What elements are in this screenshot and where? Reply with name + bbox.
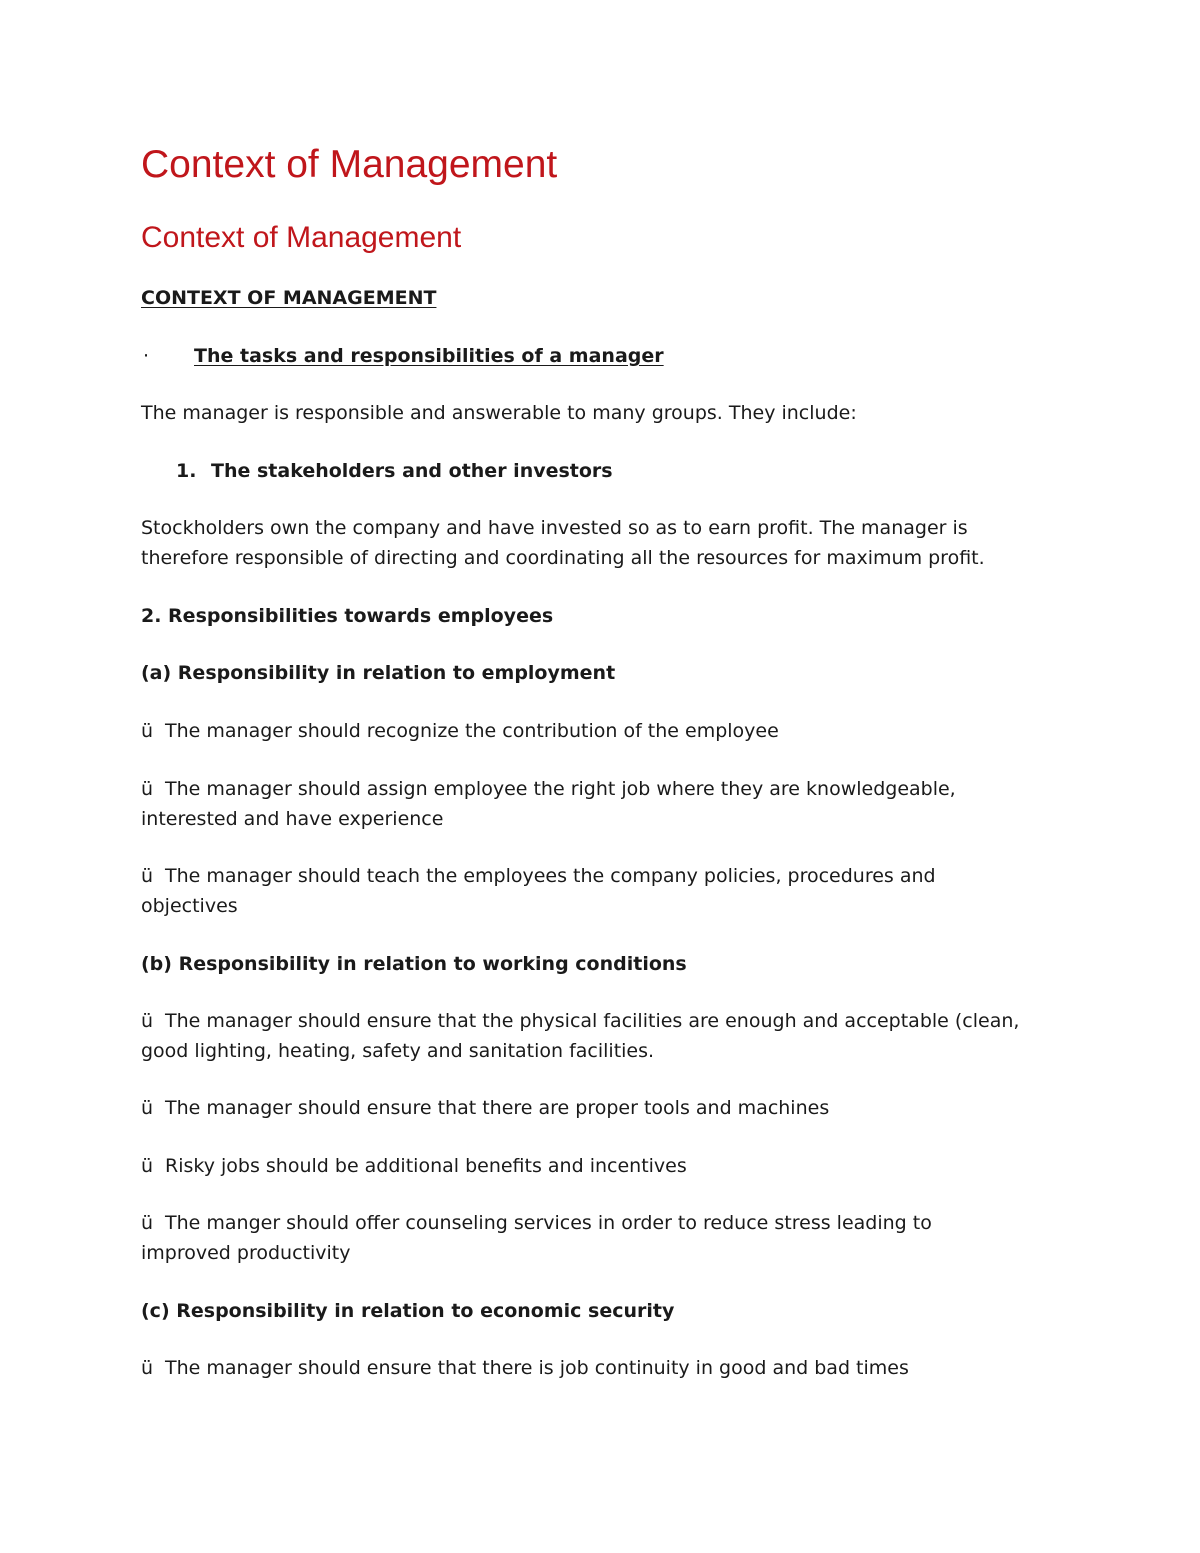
list-item-text: The manger should offer counseling services in order to reduce stress leading to [165, 1212, 932, 1234]
section-heading: CONTEXT OF MANAGEMENT [141, 287, 437, 309]
bullet-dot-icon: · [143, 345, 150, 367]
document-subtitle: Context of Management [141, 221, 462, 254]
employment-heading: (a) Responsibility in relation to employment [141, 662, 616, 684]
check-bullet-icon: ü [141, 1212, 154, 1234]
list-item [141, 1208, 932, 1238]
tasks-heading: The tasks and responsibilities of a manager [194, 345, 664, 367]
list-item-continuation: objectives [141, 895, 238, 917]
check-bullet-icon: ü [141, 1357, 154, 1379]
list-item [141, 774, 956, 804]
list-item [141, 716, 779, 746]
list-item-text: The manager should ensure that the physical facilities are enough and acceptable (clean, [165, 1010, 1020, 1032]
list-item-text: The manager should assign employee the right job where they are knowledgeable, [165, 778, 956, 800]
check-bullet-icon: ü [141, 865, 154, 887]
list-item-continuation: interested and have experience [141, 808, 444, 830]
list-item-continuation: improved productivity [141, 1242, 351, 1264]
stakeholders-paragraph-line: therefore responsible of directing and coordinating all the resources for maximum profit. [141, 547, 985, 569]
check-bullet-icon: ü [141, 1155, 154, 1177]
list-item-continuation: good lighting, heating, safety and sanitation facilities. [141, 1040, 655, 1062]
list-item [141, 1353, 909, 1383]
document-title: Context of Management [141, 143, 558, 186]
list-item [141, 861, 936, 891]
stakeholders-paragraph-line: Stockholders own the company and have invested so as to earn profit. The manager is [141, 517, 968, 539]
list-item [141, 1006, 1019, 1036]
check-bullet-icon: ü [141, 720, 154, 742]
check-bullet-icon: ü [141, 1010, 154, 1032]
check-bullet-icon: ü [141, 1097, 154, 1119]
list-item-text: The manager should recognize the contribution of the employee [165, 720, 779, 742]
economic-security-heading: (c) Responsibility in relation to economic security [141, 1300, 675, 1322]
list-item [141, 1151, 687, 1181]
stakeholders-heading: The stakeholders and other investors [211, 460, 613, 482]
list-number: 1. [176, 460, 197, 482]
list-item-text: The manager should ensure that there are proper tools and machines [165, 1097, 830, 1119]
check-bullet-icon: ü [141, 778, 154, 800]
intro-paragraph: The manager is responsible and answerable to many groups. They include: [141, 402, 857, 424]
list-item-text: Risky jobs should be additional benefits and incentives [165, 1155, 687, 1177]
list-item-text: The manager should ensure that there is job continuity in good and bad times [165, 1357, 909, 1379]
working-conditions-heading: (b) Responsibility in relation to working conditions [141, 953, 687, 975]
employees-heading: 2. Responsibilities towards employees [141, 605, 554, 627]
list-item [141, 1093, 829, 1123]
list-item-text: The manager should teach the employees the company policies, procedures and [165, 865, 936, 887]
